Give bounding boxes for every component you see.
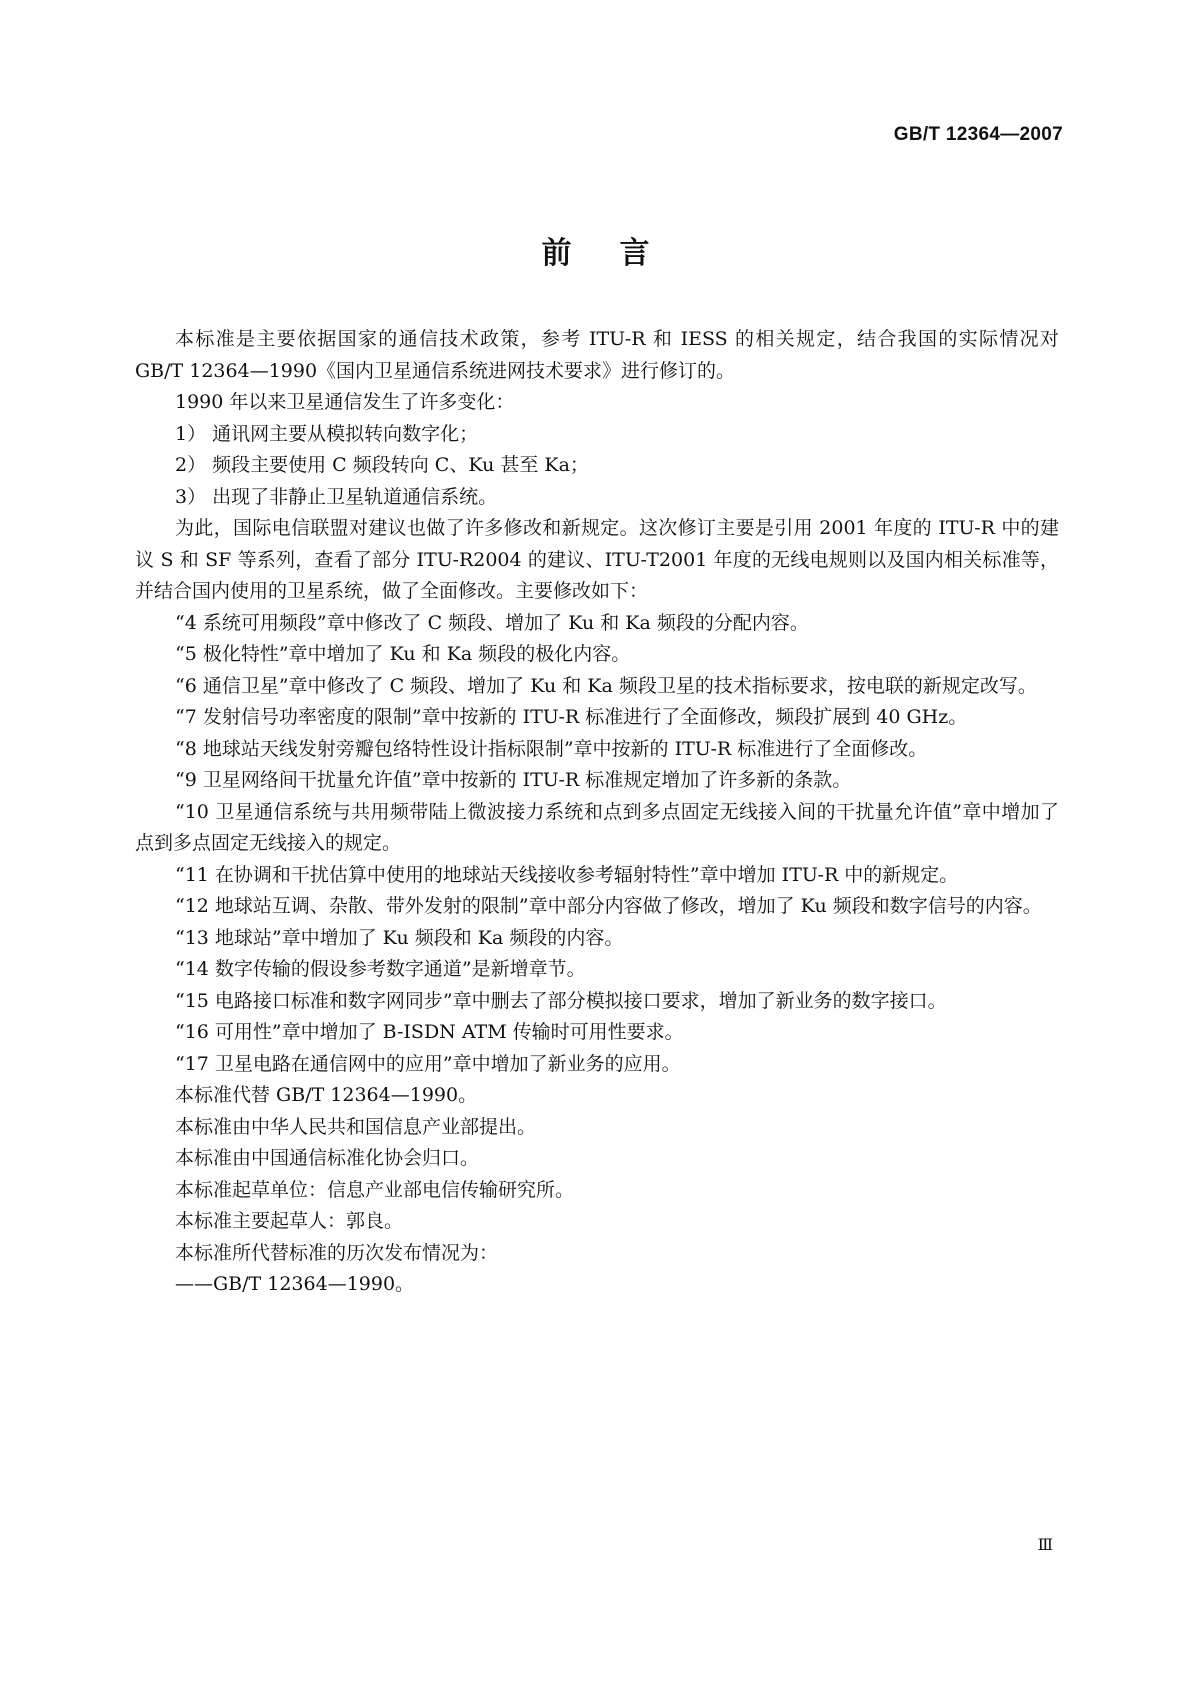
change-item: “16 可用性”章中增加了 B-ISDN ATM 传输时可用性要求。	[175, 1021, 684, 1043]
paragraph: ——GB/T 12364—1990。	[175, 1273, 415, 1295]
list-item: 3） 出现了非静止卫星轨道通信系统。	[175, 485, 498, 508]
paragraph: 本标准是主要依据国家的通信技术政策，参考 ITU-R 和 IESS 的相关规定，结合我国的实际情况对 GB/T 12364—1990《国内卫星通信系统进网技术要求》进行修订的。	[135, 328, 1059, 382]
change-item: “10 卫星通信系统与共用频带陆上微波接力系统和点到多点固定无线接入间的干扰量允许值”章中增加了点到多点固定无线接入的规定。	[135, 800, 1059, 854]
change-item: “6 通信卫星”章中修改了 C 频段、增加了 Ku 和 Ka 频段卫星的技术指标要求，按电联的新规定改写。	[175, 674, 1037, 697]
paragraph: 本标准起草单位：信息产业部电信传输研究所。	[175, 1178, 575, 1201]
change-item: “13 地球站”章中增加了 Ku 频段和 Ka 频段的内容。	[175, 926, 624, 949]
foreword-body	[135, 324, 1059, 1301]
list-item: 2） 频段主要使用 C 频段转向 C、Ku 甚至 Ka；	[175, 454, 589, 476]
change-item: “15 电路接口标准和数字网同步”章中删去了部分模拟接口要求，增加了新业务的数字接口。	[175, 989, 947, 1012]
list-item: 1） 通讯网主要从模拟转向数字化；	[175, 422, 479, 445]
page-number: Ⅲ	[1037, 1535, 1053, 1554]
standard-code: GB/T 12364—2007	[893, 124, 1063, 145]
paragraph: 本标准由中国通信标准化协会归口。	[175, 1147, 480, 1169]
change-item: “7 发射信号功率密度的限制”章中按新的 ITU-R 标准进行了全面修改，频段扩展到 40 GHz。	[175, 706, 968, 728]
paragraph: 本标准主要起草人：郭良。	[175, 1210, 404, 1232]
paragraph: 本标准代替 GB/T 12364—1990。	[175, 1084, 478, 1106]
change-item: “17 卫星电路在通信网中的应用”章中增加了新业务的应用。	[175, 1052, 681, 1075]
paragraph: 本标准由中华人民共和国信息产业部提出。	[175, 1115, 537, 1138]
change-item: “5 极化特性”章中增加了 Ku 和 Ka 频段的极化内容。	[175, 643, 631, 665]
change-item: “4 系统可用频段”章中修改了 C 频段、增加了 Ku 和 Ka 频段的分配内容。	[175, 611, 809, 634]
change-item: “9 卫星网络间干扰量允许值”章中按新的 ITU-R 标准规定增加了许多新的条款。	[175, 769, 852, 791]
change-item: “14 数字传输的假设参考数字通道”是新增章节。	[175, 958, 586, 980]
paragraph: 1990 年以来卫星通信发生了许多变化：	[175, 391, 515, 413]
page-title: 前言	[541, 236, 698, 271]
change-item: “12 地球站互调、杂散、带外发射的限制”章中部分内容做了修改，增加了 Ku 频段和数字信号的内容。	[175, 895, 1042, 917]
change-item: “11 在协调和干扰估算中使用的地球站天线接收参考辐射特性”章中增加 ITU-R 中的新规定。	[175, 863, 959, 886]
change-item: “8 地球站天线发射旁瓣包络特性设计指标限制”章中按新的 ITU-R 标准进行了全面修改。	[175, 737, 928, 760]
paragraph: 本标准所代替标准的历次发布情况为：	[175, 1241, 499, 1264]
paragraph: 为此，国际电信联盟对建议也做了许多修改和新规定。这次修订主要是引用 2001 年度的 ITU-R 中的建议 S 和 SF 等系列，查看了部分 ITU-R2004 的建议、ITU-T2001 年度的无线电规则以及国内相关标准等，并结合国内使用的卫星系统，做了全面修改。主要修改如下：	[135, 517, 1059, 602]
